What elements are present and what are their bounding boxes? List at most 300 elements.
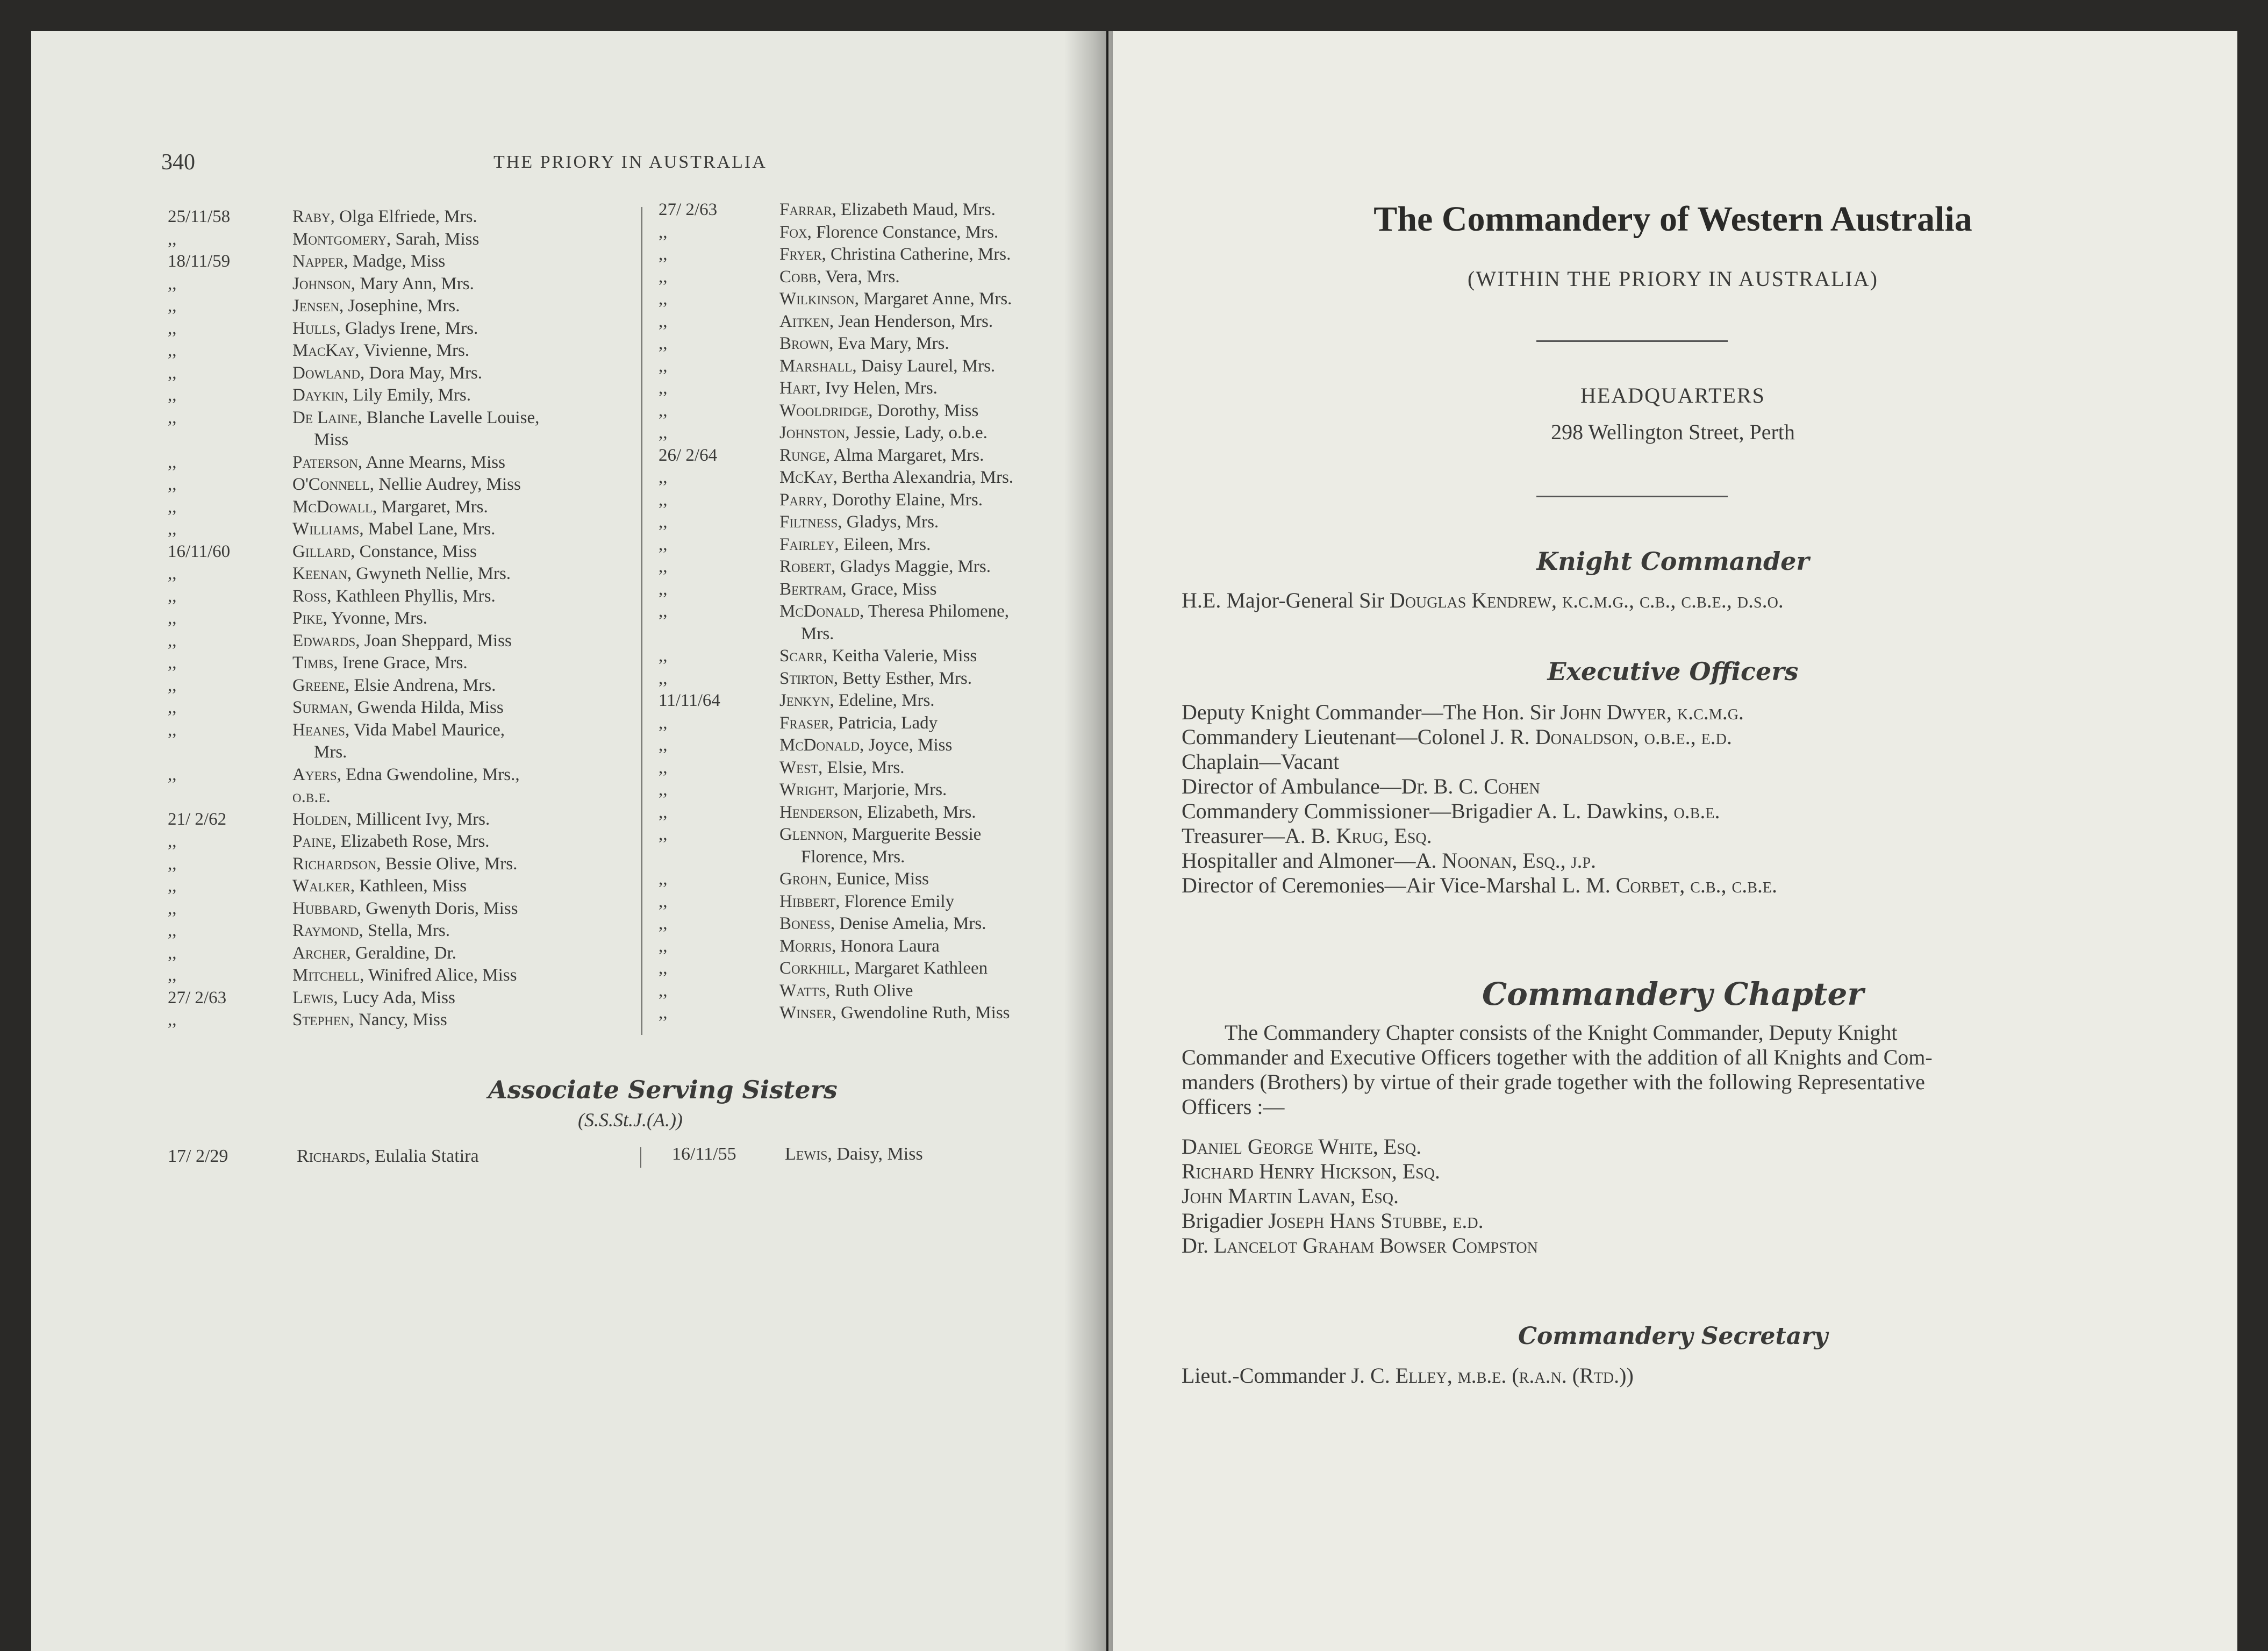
members-column-1 bbox=[168, 206, 641, 1032]
list-item bbox=[659, 311, 1089, 333]
entry-date bbox=[168, 786, 292, 809]
list-item bbox=[168, 251, 641, 273]
entry-date: ,, bbox=[659, 534, 668, 554]
entry-date: ,, bbox=[168, 475, 177, 494]
person-role: Brigadier bbox=[1182, 1209, 1269, 1233]
entry-surname: Wooldridge bbox=[779, 401, 869, 420]
chapter-text-line: manders (Brothers) by virtue of their grade together with the following Representative bbox=[1182, 1070, 1925, 1094]
entry-surname: Lewis bbox=[292, 988, 334, 1007]
list-item bbox=[659, 199, 1089, 221]
entry-date: ,, bbox=[168, 876, 177, 896]
entry-date: ,, bbox=[168, 1010, 177, 1030]
entry-date: 11/11/64 bbox=[659, 691, 720, 710]
entry-date: ,, bbox=[659, 780, 668, 799]
entry-date bbox=[168, 741, 292, 764]
entry-surname: Raby bbox=[292, 207, 331, 226]
person-name: Corbet bbox=[1615, 873, 1680, 897]
list-item bbox=[168, 585, 641, 608]
entry-surname: Timbs bbox=[292, 653, 334, 673]
entry-date: ,, bbox=[659, 981, 668, 1000]
entry-surname: Runge bbox=[779, 445, 826, 465]
entry-surname: Archer bbox=[292, 943, 347, 963]
entry-date: ,, bbox=[659, 668, 668, 688]
person-honours: , Esq., j.p. bbox=[1512, 848, 1597, 873]
chapter-member-line bbox=[1182, 1209, 1934, 1233]
list-item bbox=[168, 362, 641, 385]
entry-details: , Stella, Mrs. bbox=[359, 921, 450, 940]
entry-surname: Bertram bbox=[779, 579, 842, 599]
members-column-2 bbox=[659, 199, 1089, 1025]
officer-line bbox=[1182, 774, 2149, 799]
entry-surname: Fox bbox=[779, 222, 807, 242]
associate-divider bbox=[640, 1147, 641, 1168]
entry-date: ,, bbox=[659, 602, 668, 621]
list-item bbox=[168, 384, 641, 407]
list-item bbox=[168, 831, 641, 853]
entry-surname: Heanes bbox=[292, 720, 345, 740]
entry-date: ,, bbox=[168, 341, 177, 360]
list-item bbox=[168, 407, 641, 430]
secretary bbox=[1182, 1363, 1634, 1388]
list-item bbox=[659, 244, 1089, 266]
entry-date: ,, bbox=[659, 557, 668, 576]
entry-surname: Winser bbox=[779, 1003, 832, 1023]
entry-details: , Elizabeth, Mrs. bbox=[858, 802, 976, 822]
entry-surname: Stirton bbox=[779, 668, 834, 688]
entry-surname: Marshall bbox=[779, 356, 853, 376]
person-role: Chaplain—Vacant bbox=[1182, 749, 1340, 774]
chapter-text-line: Officers :— bbox=[1182, 1095, 1285, 1119]
entry-surname: MacKay bbox=[292, 341, 355, 360]
associate-subheading: (S.S.St.J.(A.)) bbox=[578, 1109, 683, 1131]
list-item bbox=[659, 511, 1089, 534]
entry-surname: Cobb bbox=[779, 267, 817, 287]
entry-details: , Jessie, Lady, o.b.e. bbox=[845, 423, 988, 442]
person-honours: , k.c.m.g. bbox=[1666, 700, 1744, 724]
entry-date: ,, bbox=[659, 579, 668, 599]
chapter-member-line bbox=[1182, 1233, 1934, 1258]
list-item bbox=[168, 630, 641, 653]
list-item bbox=[168, 474, 641, 496]
entry-surname: Corkhill bbox=[779, 959, 846, 978]
list-item bbox=[659, 712, 1089, 735]
entry-date: ,, bbox=[168, 675, 177, 695]
officer-line bbox=[1182, 725, 2149, 749]
entry-date: 25/11/58 bbox=[168, 207, 231, 226]
officer-line bbox=[1182, 700, 2149, 725]
entry-surname: Hibbert bbox=[779, 891, 836, 911]
list-item bbox=[168, 987, 641, 1010]
chapter-members-list bbox=[1182, 1134, 1934, 1258]
entry-date bbox=[168, 429, 292, 452]
entry-date: ,, bbox=[168, 296, 177, 316]
list-item bbox=[659, 221, 1089, 244]
secretary-name: Elley bbox=[1395, 1363, 1447, 1388]
entry-date: ,, bbox=[659, 222, 668, 242]
entry-details: , Joan Sheppard, Miss bbox=[355, 631, 512, 651]
entry-surname: Parry bbox=[779, 490, 823, 510]
entry-surname: West bbox=[779, 757, 819, 777]
entry-details: , Mabel Lane, Mrs. bbox=[359, 519, 496, 539]
entry-surname: Jensen bbox=[292, 296, 339, 316]
entry-date: ,, bbox=[168, 720, 177, 740]
list-item bbox=[659, 868, 1089, 891]
entry-date: 18/11/59 bbox=[168, 252, 231, 271]
associate-entry-2 bbox=[672, 1144, 923, 1164]
list-item bbox=[659, 623, 1089, 646]
entry-date: 26/ 2/64 bbox=[659, 445, 718, 465]
entry-date: ,, bbox=[659, 356, 668, 376]
entry-surname: Fairley bbox=[779, 534, 835, 554]
running-head: THE PRIORY IN AUSTRALIA bbox=[493, 152, 767, 172]
list-item bbox=[659, 601, 1089, 623]
entry-surname: Aitken bbox=[779, 311, 829, 331]
entry-date: ,, bbox=[659, 891, 668, 911]
list-item bbox=[168, 764, 641, 787]
list-item bbox=[659, 757, 1089, 780]
entry-details: , Christina Catherine, Mrs. bbox=[821, 245, 1011, 264]
list-item bbox=[659, 355, 1089, 378]
page-title: The Commandery of Western Australia bbox=[1373, 199, 1972, 239]
entry-date: 17/ 2/29 bbox=[168, 1146, 228, 1166]
entry-details: Mrs. bbox=[314, 742, 347, 762]
list-item bbox=[168, 496, 641, 519]
entry-details: , Daisy Laurel, Mrs. bbox=[852, 356, 996, 376]
person-honours: , Esq. bbox=[1391, 1159, 1440, 1183]
list-item bbox=[168, 563, 641, 585]
entry-date bbox=[659, 623, 779, 646]
entry-details: o.b.e. bbox=[292, 787, 331, 806]
list-item bbox=[168, 675, 641, 697]
entry-surname: McDowall bbox=[292, 497, 373, 517]
entry-details: , Vida Mabel Maurice, bbox=[345, 720, 505, 740]
entry-date: ,, bbox=[168, 943, 177, 963]
entry-details: , Margaret, Mrs. bbox=[373, 497, 488, 517]
entry-details: , Madge, Miss bbox=[344, 252, 446, 271]
entry-date: ,, bbox=[168, 229, 177, 249]
entry-details: , Vera, Mrs. bbox=[817, 267, 900, 287]
entry-surname: Morris bbox=[779, 936, 832, 956]
entry-surname: Farrar bbox=[779, 200, 832, 219]
entry-details: Mrs. bbox=[801, 624, 834, 644]
executive-officers-heading: Executive Officers bbox=[1547, 657, 1799, 686]
entry-surname: Stephen bbox=[292, 1010, 350, 1030]
list-item bbox=[168, 541, 641, 563]
list-item bbox=[168, 1009, 641, 1032]
knight-commander bbox=[1182, 588, 1784, 613]
entry-date: ,, bbox=[659, 959, 668, 978]
entry-details: , Dora May, Mrs. bbox=[360, 363, 483, 383]
list-item bbox=[659, 333, 1089, 355]
entry-details: , Kathleen, Miss bbox=[350, 876, 467, 896]
list-item bbox=[659, 913, 1089, 935]
entry-date: ,, bbox=[168, 698, 177, 717]
entry-surname: Lewis bbox=[785, 1144, 828, 1164]
list-item bbox=[168, 228, 641, 251]
list-item bbox=[659, 734, 1089, 757]
entry-details: , Josephine, Mrs. bbox=[339, 296, 460, 316]
entry-surname: Boness bbox=[779, 914, 831, 933]
entry-date: ,, bbox=[168, 854, 177, 874]
entry-details: , Lily Emily, Mrs. bbox=[344, 385, 471, 405]
list-item bbox=[168, 964, 641, 987]
entry-details: , Florence Emily bbox=[835, 891, 955, 911]
chapter-text bbox=[1182, 1020, 2085, 1119]
associate-heading: Associate Serving Sisters bbox=[488, 1075, 838, 1104]
entry-details: , Anne Mearns, Miss bbox=[357, 452, 505, 472]
hq-address: 298 Wellington Street, Perth bbox=[1551, 420, 1795, 444]
entry-details: , Winifred Alice, Miss bbox=[360, 966, 517, 985]
entry-details: , Constance, Miss bbox=[350, 541, 477, 561]
entry-date: ,, bbox=[659, 802, 668, 822]
person-honours: , c.b., c.b.e. bbox=[1679, 873, 1778, 897]
person-honours: , e.d. bbox=[1442, 1209, 1484, 1233]
chapter-heading: Commandery Chapter bbox=[1482, 976, 1864, 1012]
entry-surname: Williams bbox=[292, 519, 360, 539]
person-name: Cohen bbox=[1484, 774, 1540, 798]
list-item bbox=[168, 429, 641, 452]
entry-date: ,, bbox=[168, 966, 177, 985]
entry-details: , Irene Grace, Mrs. bbox=[333, 653, 468, 673]
person-name: John Martin Lavan bbox=[1182, 1184, 1350, 1208]
entry-details: , Lucy Ada, Miss bbox=[333, 988, 455, 1007]
kc-title: H.E. Major-General Sir bbox=[1182, 588, 1390, 612]
list-item bbox=[168, 340, 641, 362]
entry-date: ,, bbox=[659, 936, 668, 956]
list-item bbox=[168, 920, 641, 942]
entry-date: 21/ 2/62 bbox=[168, 809, 227, 829]
list-item bbox=[659, 489, 1089, 512]
entry-date: ,, bbox=[168, 363, 177, 383]
entry-details: , Gwenda Hilda, Miss bbox=[348, 698, 504, 717]
entry-date: ,, bbox=[168, 564, 177, 583]
entry-details: , Ruth Olive bbox=[826, 981, 913, 1000]
list-item bbox=[659, 534, 1089, 556]
entry-date: ,, bbox=[168, 452, 177, 472]
entry-details: , Margaret Kathleen bbox=[845, 959, 988, 978]
list-item bbox=[168, 942, 641, 965]
list-item bbox=[168, 318, 641, 340]
list-item bbox=[659, 957, 1089, 980]
entry-details: , Theresa Philomene, bbox=[860, 602, 1010, 621]
entry-date: ,, bbox=[659, 1003, 668, 1023]
entry-details: Miss bbox=[314, 430, 349, 449]
hq-label: HEADQUARTERS bbox=[1580, 383, 1765, 408]
entry-date: ,, bbox=[659, 334, 668, 353]
entry-surname: Hulls bbox=[292, 318, 337, 338]
entry-details: , Sarah, Miss bbox=[387, 229, 480, 249]
entry-surname: Glennon bbox=[779, 825, 843, 844]
list-item bbox=[659, 891, 1089, 913]
entry-date: 16/11/60 bbox=[168, 541, 231, 561]
list-item bbox=[168, 741, 641, 764]
entry-details: , Elsie Andrena, Mrs. bbox=[345, 675, 496, 695]
entry-details: , Vivienne, Mrs. bbox=[355, 341, 470, 360]
person-role: Treasurer—A. B. bbox=[1182, 824, 1336, 848]
entry-details: , Yvonne, Mrs. bbox=[323, 609, 428, 628]
entry-details: , Betty Esther, Mrs. bbox=[833, 668, 972, 688]
entry-date: ,, bbox=[659, 289, 668, 309]
entry-surname: Greene bbox=[292, 675, 345, 695]
person-honours: , Esq. bbox=[1383, 824, 1432, 848]
entry-details: , Joyce, Miss bbox=[860, 735, 953, 755]
entry-date: ,, bbox=[659, 757, 668, 777]
list-item bbox=[659, 846, 1089, 869]
list-item bbox=[659, 288, 1089, 311]
entry-surname: Walker bbox=[292, 876, 350, 896]
entry-details: , Florence Constance, Mrs. bbox=[807, 222, 999, 242]
entry-details: , Nellie Audrey, Miss bbox=[369, 475, 521, 494]
secretary-honours: , m.b.e. (r.a.n. (Rtd.)) bbox=[1447, 1363, 1634, 1388]
officer-line bbox=[1182, 824, 2149, 848]
entry-surname: Johnston bbox=[779, 423, 846, 442]
entry-details: , Gladys Irene, Mrs. bbox=[336, 318, 478, 338]
entry-surname: Hubbard bbox=[292, 898, 357, 918]
list-item bbox=[659, 668, 1089, 690]
list-item bbox=[659, 824, 1089, 846]
list-item bbox=[659, 1002, 1089, 1025]
entry-details: , Dorothy, Miss bbox=[868, 401, 979, 420]
entry-date: ,, bbox=[168, 519, 177, 539]
entry-date: ,, bbox=[168, 497, 177, 517]
entry-date: ,, bbox=[168, 274, 177, 294]
list-item bbox=[168, 719, 641, 742]
entry-date: 16/11/55 bbox=[672, 1144, 736, 1164]
entry-details: , Marguerite Bessie bbox=[843, 825, 982, 844]
entry-details: , Bessie Olive, Mrs. bbox=[376, 854, 518, 874]
entry-details: , Eunice, Miss bbox=[827, 869, 929, 889]
entry-date: ,, bbox=[659, 490, 668, 510]
list-item bbox=[168, 786, 641, 809]
chapter-text-line: Commander and Executive Officers together with the addition of all Knights and Com- bbox=[1182, 1045, 1933, 1069]
entry-surname: Johnson bbox=[292, 274, 351, 294]
entry-date: ,, bbox=[659, 512, 668, 532]
person-honours: , Esq. bbox=[1372, 1134, 1422, 1159]
list-item bbox=[168, 898, 641, 920]
person-honours: o.b.e. bbox=[1673, 799, 1720, 823]
entry-surname: Gillard bbox=[292, 541, 351, 561]
entry-surname: Henderson bbox=[779, 802, 858, 822]
list-item bbox=[659, 467, 1089, 489]
list-item bbox=[168, 853, 641, 876]
entry-details: , Millicent Ivy, Mrs. bbox=[347, 809, 490, 829]
entry-date: ,, bbox=[659, 245, 668, 264]
entry-details: , Marjorie, Mrs. bbox=[834, 780, 947, 799]
entry-surname: Daykin bbox=[292, 385, 344, 405]
person-role: Hospitaller and Almoner—A. bbox=[1182, 848, 1442, 873]
list-item bbox=[659, 266, 1089, 289]
entry-details: , Patricia, Lady bbox=[829, 713, 938, 733]
list-item bbox=[168, 452, 641, 474]
entry-date bbox=[659, 846, 779, 869]
page-subtitle: (WITHIN THE PRIORY IN AUSTRALIA) bbox=[1468, 267, 1878, 291]
entry-details: , Mary Ann, Mrs. bbox=[350, 274, 474, 294]
person-honours: , Esq. bbox=[1350, 1184, 1399, 1208]
divider-rule bbox=[1536, 340, 1728, 342]
entry-details: , Eva Mary, Mrs. bbox=[829, 334, 949, 353]
person-name: Lancelot Graham Bowser Compston bbox=[1214, 1233, 1538, 1257]
executive-officers-list bbox=[1182, 700, 2149, 898]
entry-details: , Elizabeth Rose, Mrs. bbox=[332, 832, 490, 851]
entry-details: , Edeline, Mrs. bbox=[829, 691, 935, 710]
entry-details: , Blanche Lavelle Louise, bbox=[357, 408, 540, 427]
entry-details: , Jean Henderson, Mrs. bbox=[829, 311, 993, 331]
column-divider bbox=[641, 207, 642, 1035]
list-item bbox=[659, 422, 1089, 445]
list-item bbox=[659, 935, 1089, 958]
entry-details: , Edna Gwendoline, Mrs., bbox=[337, 764, 520, 784]
list-item bbox=[659, 400, 1089, 423]
entry-surname: Hart bbox=[779, 378, 817, 398]
list-item bbox=[659, 445, 1089, 467]
entry-surname: McDonald bbox=[779, 735, 860, 755]
officer-line bbox=[1182, 749, 2149, 774]
entry-surname: Dowland bbox=[292, 363, 361, 383]
entry-surname: Edwards bbox=[292, 631, 356, 651]
list-item bbox=[168, 652, 641, 675]
entry-date: 27/ 2/63 bbox=[659, 200, 718, 219]
entry-details: , Gwyneth Nellie, Mrs. bbox=[347, 564, 511, 583]
associate-entry-1 bbox=[168, 1146, 479, 1167]
person-name: Daniel George White bbox=[1182, 1134, 1373, 1159]
chapter-member-line bbox=[1182, 1159, 1934, 1184]
list-item bbox=[168, 273, 641, 296]
entry-surname: Montgomery bbox=[292, 229, 387, 249]
entry-surname: Richards bbox=[297, 1146, 366, 1166]
entry-date: ,, bbox=[168, 385, 177, 405]
entry-details: , Eileen, Mrs. bbox=[834, 534, 931, 554]
entry-surname: Paterson bbox=[292, 452, 358, 472]
entry-surname: McDonald bbox=[779, 602, 860, 621]
officer-line bbox=[1182, 873, 2149, 898]
entry-surname: Scarr bbox=[779, 646, 823, 666]
entry-surname: Surman bbox=[292, 698, 348, 717]
person-name: Joseph Hans Stubbe bbox=[1268, 1209, 1442, 1233]
entry-date: ,, bbox=[659, 914, 668, 933]
entry-surname: McKay bbox=[779, 468, 833, 487]
person-name: Richard Henry Hickson bbox=[1182, 1159, 1392, 1183]
entry-surname: De Laine bbox=[292, 408, 358, 427]
entry-details: , Nancy, Miss bbox=[349, 1010, 447, 1030]
entry-details: , Elsie, Mrs. bbox=[818, 757, 905, 777]
entry-date: ,, bbox=[168, 764, 177, 784]
entry-surname: Keenan bbox=[292, 564, 347, 583]
page-number: 340 bbox=[161, 150, 195, 175]
entry-surname: Napper bbox=[292, 252, 344, 271]
person-name: Noonan bbox=[1442, 848, 1512, 873]
entry-date: ,, bbox=[168, 318, 177, 338]
entry-surname: Mitchell bbox=[292, 966, 360, 985]
entry-details: , Olga Elfriede, Mrs. bbox=[330, 207, 477, 226]
entry-surname: Fraser bbox=[779, 713, 829, 733]
entry-details: , Gwenyth Doris, Miss bbox=[356, 898, 518, 918]
entry-date: ,, bbox=[659, 646, 668, 666]
knight-commander-heading: Knight Commander bbox=[1536, 547, 1809, 576]
secretary-heading: Commandery Secretary bbox=[1518, 1323, 1828, 1350]
person-role: Director of Ambulance—Dr. B. C. bbox=[1182, 774, 1484, 798]
entry-date: ,, bbox=[168, 653, 177, 673]
entry-details: , Gladys, Mrs. bbox=[838, 512, 939, 532]
entry-surname: Raymond bbox=[292, 921, 359, 940]
person-honours: , o.b.e., e.d. bbox=[1633, 725, 1732, 749]
entry-date: ,, bbox=[659, 267, 668, 287]
entry-details: , Alma Margaret, Mrs. bbox=[825, 445, 984, 465]
entry-date: ,, bbox=[659, 378, 668, 398]
entry-details: , Dorothy Elaine, Mrs. bbox=[823, 490, 983, 510]
entry-date: ,, bbox=[168, 586, 177, 606]
person-role: Commandery Commissioner—Brigadier A. L. Dawkins, bbox=[1182, 799, 1674, 823]
list-item bbox=[659, 556, 1089, 578]
